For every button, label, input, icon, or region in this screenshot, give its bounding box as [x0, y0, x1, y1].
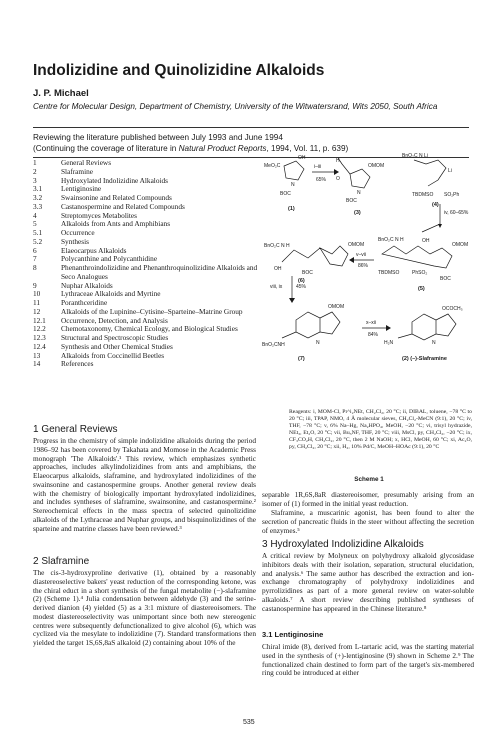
arrow-label-i-iii: i–iii	[314, 164, 322, 170]
group-omom-7: OMOM	[328, 304, 345, 310]
arrow-label-x-xii: x–xii	[366, 320, 377, 326]
toc-item-title: Lentiginosine	[61, 184, 102, 194]
toc-item-number: 8	[33, 263, 37, 272]
compound-label-4: (4)	[432, 202, 439, 208]
toc-item-number: 14	[33, 359, 41, 369]
continuing-prefix: (Continuing the coverage of literature in	[33, 143, 179, 153]
arrow-yield-3: 86%	[358, 263, 369, 269]
group-oh-1: OH	[298, 155, 306, 161]
group-bno2c-n-h-6: BnO₂C N H	[264, 243, 290, 249]
group-meo2c: MeO₂C	[264, 163, 281, 169]
group-n-1: N	[291, 182, 295, 188]
compound-label-1: (1)	[288, 206, 295, 212]
toc-item-title: Streptomyces Metabolites	[61, 210, 137, 220]
toc-item-number: 9	[33, 280, 37, 290]
group-oh-6: OH	[274, 266, 282, 272]
right-paragraph-2: Slaframine, a muscarinic agonist, has been found to alter the secretion of pancreatic fluids in the steer without affecting the secretion of enzymes.⁵	[262, 508, 474, 535]
group-h-3: H	[336, 158, 340, 164]
header-rule-top	[33, 127, 469, 128]
compound-label-2: (2) (–)-Slaframine	[402, 356, 447, 362]
group-tbdmso-5: TBDMSO	[378, 270, 400, 276]
scheme-caption: Scheme 1	[354, 476, 384, 483]
toc-item-number: 12.3	[33, 333, 46, 342]
continuing-suffix: , 1994, Vol. 11, p. 639)	[266, 143, 349, 153]
continuing-journal: Natural Product Reports	[178, 143, 267, 153]
toc-item-title: Nuphar Alkaloids	[61, 280, 113, 290]
toc-item-number: 3.3	[33, 201, 43, 211]
right-paragraph-1: separable 1R,6S,8aR diastereoisomer, presumably arising from an isomer of (1) formed in the initial yeast reduction.	[262, 490, 474, 508]
toc-item-title: Phenanthroindolizidine and Phenanthroquinolizidine Alkaloids and Seco Analogues	[61, 263, 258, 281]
toc-item-title: Poranthceridine	[61, 298, 108, 307]
compound-label-6: (6)	[298, 278, 305, 284]
toc-item-number: 4	[33, 210, 37, 220]
group-oh-5: OH	[422, 238, 430, 244]
group-n-3: N	[357, 190, 361, 196]
scheme-1-diagram	[262, 150, 476, 412]
scheme-reagents: Reagents: i, MOM-Cl, Pr^i₂NEt, CH₂Cl₂, 20 °C; ii, DIBAL, toluene, −78 °C to 20 °C; iii, TPAP, NMO, 4 Å molecular sieves, CH₂Cl₂-MeCN (9:1), 20 °C; iv, THF, −78 °C; v, 6% Na–Hg, Na₂HPO₄, MeOH, −20 °C; vi, trisyl hydrazide, NEt₃, Et₂O, 20 °C; vii, Bu₃NF, THF, 20 °C; viii, MsCl, py, CH₂Cl₂, −20 °C; ix, CF₃CO₂H, CH₂Cl₂, 20 °C, then 2 M NaOH; x, HCl, MeOH, 60 °C; xi, Ac₂O, py, CH₂Cl₂, 20 °C; xii, H₂, 10% Pd/C, MeOH–HOAc (9:1), 20 °C	[289, 409, 472, 451]
section-1-text: Progress in the chemistry of simple indolizidine alkaloids during the period 1986–92 has been covered by Takahata and Momose in the Academic Press monograph 'The Alkaloids'.¹ This review, which emphasizes synthetic approaches, includes alkylindolizidines from ants and amphibians, the Elaeocarpus alkaloids, slaframine, and hydroxylated indolizidines of the swainsonine and castanospermine groups. Another general review deals with the chemistry of biologically important hydroxylated indolizidines, and includes syntheses of slaframine, swainsonine, and castanospermine.² Stereochemical effects in the mass spectra of selected quinolizidine alkaloids of the Lythraceae and Nuphar groups, and bisquinolizidines of the sparteine and matrine classes have been reviewed.³	[33, 436, 256, 533]
group-bno2c-n-li: BnO₂C N Li	[402, 153, 428, 159]
toc-item-number: 5.2	[33, 236, 43, 246]
toc-item-number: 12	[33, 306, 41, 316]
arrow-label-viii-ix: viii, ix	[270, 284, 283, 290]
toc-item	[33, 264, 269, 282]
author-affiliation: Centre for Molecular Design, Department of Chemistry, University of the Witwatersrand, Wits 2050, South Africa	[33, 102, 438, 111]
section-3-heading: 3 Hydroxylated Indolizidine Alkaloids	[262, 539, 424, 550]
group-h2n: H₂N	[384, 340, 394, 346]
group-li: Li	[448, 168, 452, 174]
group-boc-1: BOC	[280, 191, 291, 197]
section-3-1-text: Chiral imide (8), derived from L-tartaric acid, was the starting material used in the synthesis of (+)-lentiginosine (9) shown in Scheme 2.⁹ The functionalized chain destined to form part of the target's six-membered ring could be introduced at either	[262, 642, 474, 678]
group-omom-5: OMOM	[452, 242, 469, 248]
toc-item-title: Alkaloids of the Lupinine–Cytisine–Sparteine–Matrine Group	[61, 306, 243, 316]
toc-item-title: Occurrence, Detection, and Analysis	[61, 315, 168, 325]
toc-item-title: Swainsonine and Related Compounds	[61, 193, 172, 202]
section-3-1-heading: 3.1 Lentiginosine	[262, 630, 324, 639]
group-phso2: PhSO₂	[412, 270, 428, 276]
group-tbdmso-4: TBDMSO	[412, 192, 434, 198]
toc-item-number: 3.1	[33, 184, 43, 194]
toc-item-title: Castanospermine and Related Compounds	[61, 201, 185, 211]
group-n-2: N	[432, 340, 436, 346]
toc-item-title: Alkaloids from Ants and Amphibians	[61, 219, 171, 229]
toc-item-number: 3.2	[33, 193, 43, 202]
toc-item-number: 1	[33, 158, 37, 167]
toc-item-number: 5	[33, 219, 37, 229]
toc-item-title: Occurrence	[61, 228, 95, 237]
group-bno2cnh: BnO₂CNH	[262, 342, 285, 348]
group-boc-3: BOC	[346, 198, 357, 204]
toc-item-number: 10	[33, 289, 41, 299]
toc-item-number: 2	[33, 166, 37, 176]
toc-item-title: Chemotaxonomy, Chemical Ecology, and Biological Studies	[61, 324, 238, 334]
arrow-label-v-vii: v–vii	[356, 252, 367, 258]
arrow-yield-1: 65%	[316, 177, 327, 183]
author-name: J. P. Michael	[33, 88, 89, 99]
arrow-yield-4: 45%	[296, 284, 307, 290]
toc-item-title: Slaframine	[61, 166, 94, 176]
toc-item-title: References	[61, 359, 94, 369]
article-title: Indolizidine and Quinolizidine Alkaloids	[33, 62, 325, 79]
group-so2ph: SO₂Ph	[444, 192, 460, 198]
section-3-text: A critical review by Molyneux on polyhydroxy alkaloid glycosidase inhibitors deals with their isolation, separation, structural elucidation, and analysis.⁶ The same author has described the extraction and ion-exchange chromatography of polyhydroxy indolizidines and pyrrolizidines as part of a more general review on water-soluble alkaloids.⁷ A short review describing published syntheses of castanospermine has appeared in the Chinese literature.⁸	[262, 551, 474, 613]
toc-item-title: Synthesis and Other Chemical Studies	[61, 341, 173, 351]
arrow-yield-5: 84%	[368, 332, 379, 338]
toc-item-number: 13	[33, 350, 41, 360]
compound-label-5: (5)	[418, 286, 425, 292]
group-ococh3: OCOCH₃	[442, 306, 463, 312]
compound-label-7: (7)	[298, 356, 305, 362]
group-boc-5: BOC	[440, 276, 451, 282]
toc-item-number: 11	[33, 298, 41, 307]
toc-item-title: Lythraceae Alkaloids and Myrtine	[61, 289, 161, 299]
toc-item-number: 7	[33, 254, 37, 264]
toc-item-title: Synthesis	[61, 236, 89, 246]
group-bno2c-n-h-5: BnO₂C N H	[378, 237, 404, 243]
group-n-7: N	[316, 340, 320, 346]
review-period-line: Reviewing the literature published between July 1993 and June 1994	[33, 133, 283, 142]
toc-item-number: 5.1	[33, 228, 43, 237]
toc-item-title: Hydroxylated Indolizidine Alkaloids	[61, 175, 169, 185]
section-1-heading: 1 General Reviews	[33, 424, 118, 435]
table-of-contents	[33, 159, 269, 369]
group-omom-6: OMOM	[348, 242, 365, 248]
toc-item-title: Elaeocarpus Alkaloids	[61, 245, 127, 255]
section-2-text: The cis-3-hydroxyproline derivative (1), obtained by a reasonably diastereoselective bakers' yeast reduction of the corresponding ketone, was the chiral educt in a short synthesis of the fungal metabolite (−)-slaframine (2) (Scheme 1).⁴ Julia condensation between aldehyde (3) and the serine-derived dianion (4) yielded (5) as a 3:1 mixture of diastereoisomers. The modest diastereoselectivity was unimportant since both new stereogenic centres were subsequently defunctionalized to give alcohol (6), which was cyclized via the mesylate to indolizidine (7). Standard transformations then yielded the target 1S,6S,8aS alkaloid (2) containing about 10% of the	[33, 568, 256, 647]
section-2-heading: 2 Slaframine	[33, 556, 90, 567]
toc-item-title: Polycanthine and Polycanthidine	[61, 254, 158, 264]
group-omom-3: OMOM	[368, 163, 385, 169]
toc-item	[33, 360, 269, 369]
group-o-3: O	[336, 176, 340, 182]
toc-item-number: 6	[33, 245, 37, 255]
compound-label-3: (3)	[354, 210, 361, 216]
group-boc-6: BOC	[302, 270, 313, 276]
toc-item-number: 12.4	[33, 341, 46, 351]
toc-item-title: Alkaloids from Coccinellid Beetles	[61, 350, 165, 360]
toc-item-number: 12.2	[33, 324, 46, 334]
toc-item-number: 3	[33, 175, 37, 185]
toc-item-title: General Reviews	[61, 158, 112, 167]
arrow-label-iv: iv, 60–65%	[444, 210, 469, 216]
toc-item-number: 12.1	[33, 315, 46, 325]
toc-item-title: Structural and Spectroscopic Studies	[61, 333, 169, 342]
page-number: 535	[243, 719, 255, 726]
